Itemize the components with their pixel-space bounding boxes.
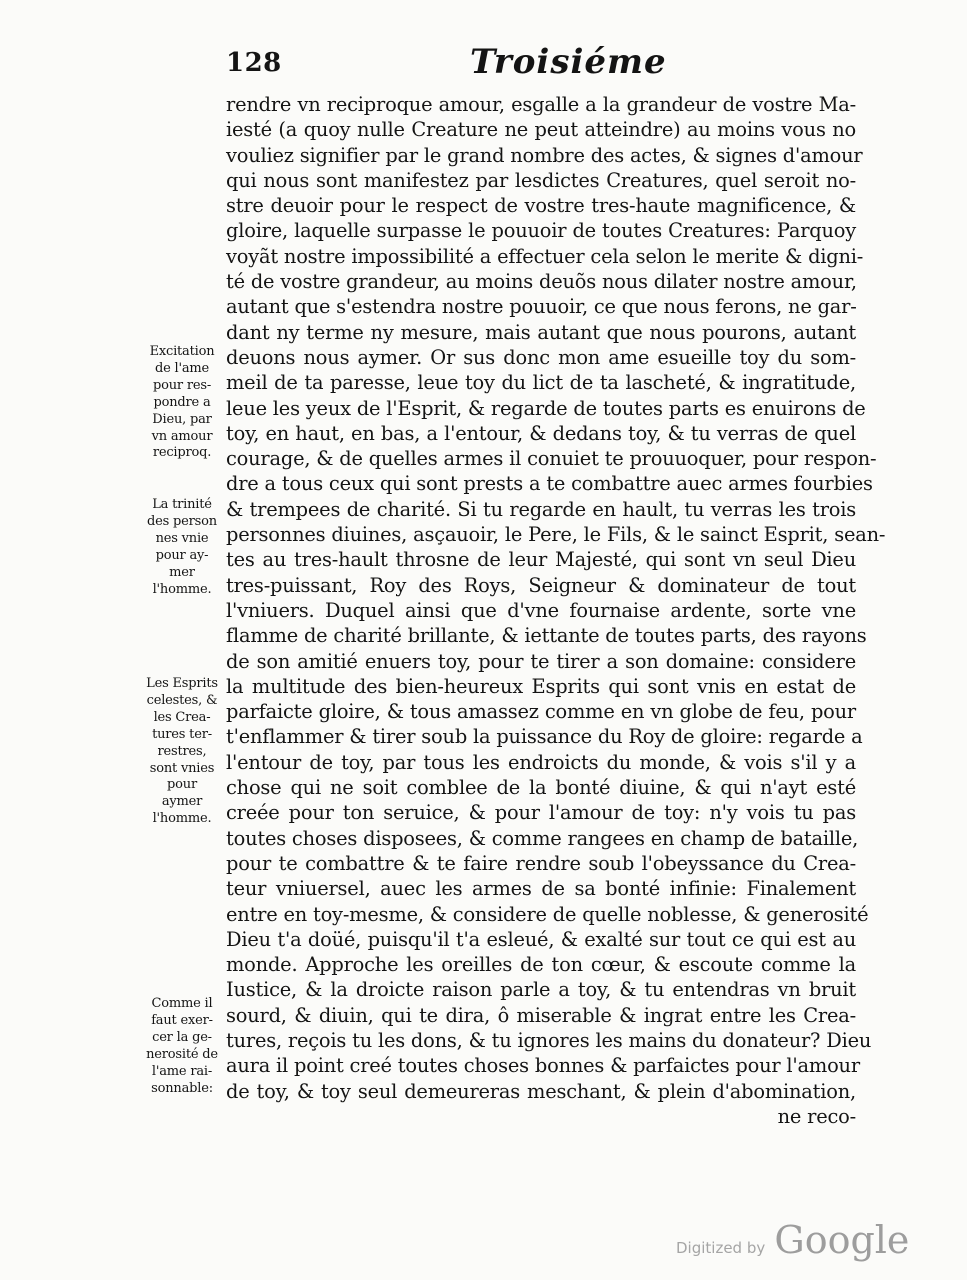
text-line: voyãt nostre impossibilité a effectuer cela selon le merite & digni-	[226, 244, 864, 268]
text-line: tres-puissant, Roy des Roys, Seigneur & dominateur de tout	[226, 573, 856, 597]
margin-note-line: sonnable:	[151, 1080, 213, 1096]
text-line: autant que s'estendra nostre pouuoir, ce que nous ferons, ne gar-	[226, 295, 857, 319]
text-line: stre deuoir pour le respect de vostre tres-haute magnificence, &	[226, 194, 856, 218]
text-line: té de vostre grandeur, au moins deuõs nous dilater nostre amour,	[226, 270, 857, 294]
text-line: dant ny terme ny mesure, mais autant que nous pourons, autant	[226, 320, 856, 344]
text-line: l'vniuers. Duquel ainsi que d'vne fournaise ardente, sorte vne	[226, 598, 856, 622]
text-line: vouliez signifier par le grand nombre des actes, & signes d'amour	[226, 143, 863, 167]
text-line: de son amitié enuers toy, pour te tirer a son domaine: considere	[226, 649, 856, 673]
margin-note-line: restres,	[157, 743, 207, 759]
text-line: t'enflammer & tirer soub la puissance du Roy de gloire: regarde a	[226, 725, 863, 749]
text-line: leue les yeux de l'Esprit, & regarde de toutes parts es enuirons de	[226, 396, 866, 420]
margin-note-line: faut exer-	[151, 1012, 213, 1028]
text-line: sourd, & diuin, qui te dira, ô miserable & ingrat entre les Crea-	[226, 1003, 856, 1027]
margin-note-line: les Crea-	[153, 709, 211, 725]
margin-note-line: pondre a	[153, 394, 211, 410]
margin-note-line: de l'ame	[154, 360, 210, 376]
google-logo: Google	[774, 1218, 910, 1262]
text-line: creée pour ton seruice, & pour l'amour de toy: n'y vois tu pas	[226, 801, 856, 825]
text-line: courage, & de quelles armes il conuiet te prouuoquer, pour respon-	[226, 447, 877, 471]
text-line: gloire, laquelle surpasse le pouuoir de toutes Creatures: Parquoy	[226, 219, 856, 243]
text-line: monde. Approche les oreilles de ton cœur, & escoute comme la	[226, 953, 856, 977]
margin-note-esprits	[140, 676, 224, 828]
text-line: flamme de charité brillante, & iettante de toutes parts, des rayons	[226, 624, 867, 648]
text-line: deuons nous aymer. Or sus donc mon ame esueille toy du som-	[226, 345, 856, 369]
margin-note-line: des person	[147, 513, 217, 529]
text-line: tures, reçois tu les dons, & tu ignores les mains du donateur? Dieu	[226, 1028, 872, 1052]
margin-note-line: reciproq.	[152, 445, 212, 461]
text-line: Iustice, & la droicte raison parle a toy, & tu entendras vn bruit	[226, 978, 856, 1002]
margin-note-line: sont vnies	[149, 760, 215, 776]
body-text	[226, 92, 886, 1129]
text-line: & trempees de charité. Si tu regarde en hault, tu verras les trois	[226, 497, 856, 521]
margin-note-line: Comme il	[151, 996, 213, 1011]
text-line: entre en toy-mesme, & considere de quelle noblesse, & generosité	[226, 902, 869, 926]
text-line: qui nous sont manifestez par lesdictes Creatures, quel seroit no-	[226, 168, 856, 192]
text-line: dre a tous ceux qui sont prests a te combattre auec armes fourbies	[226, 472, 873, 496]
margin-note-line: l'ame rai-	[151, 1063, 213, 1079]
margin-note-line: aymer	[161, 794, 203, 810]
page-number: 128	[226, 48, 282, 78]
running-title: Troisiéme	[470, 42, 667, 82]
margin-note-generosite	[140, 996, 224, 1097]
text-line: rendre vn reciproque amour, esgalle a la grandeur de vostre Ma-	[226, 93, 856, 116]
margin-note-line: vn amour	[151, 428, 213, 444]
margin-note-trinite	[140, 497, 224, 598]
digitized-watermark	[676, 1218, 909, 1262]
text-line: chose qui ne soit comblee de la bonté diuine, & qui n'ayt esté	[226, 776, 856, 800]
margin-note-line: celestes, &	[146, 692, 218, 708]
margin-note-line: l'homme.	[152, 811, 212, 827]
watermark-prefix: Digitized by	[676, 1239, 766, 1257]
text-line: aura il point creé toutes choses bonnes & parfaictes pour l'amour	[226, 1054, 860, 1078]
catchword: ne reco-	[777, 1104, 856, 1128]
text-line: la multitude des bien-heureux Esprits qui sont vnis en estat de	[226, 674, 856, 698]
margin-note-line: Les Esprits	[146, 676, 218, 691]
margin-note-line: nerosité de	[146, 1046, 218, 1062]
text-line: Dieu t'a doüé, puisqu'il t'a esleué, & exalté sur tout ce qui est au	[226, 927, 856, 951]
text-line: iesté (a quoy nulle Creature ne peut atteindre) au moins vous no	[226, 118, 856, 142]
text-line: teur vniuersel, auec les armes de sa bonté infinie: Finalement	[226, 877, 856, 901]
margin-note-line: pour ay-	[155, 547, 209, 563]
margin-note-line: mer	[169, 564, 195, 580]
text-line: personnes diuines, asçauoir, le Pere, le Fils, & le sainct Esprit, sean-	[226, 523, 886, 547]
text-line: pour te combattre & te faire rendre soub l'obeyssance du Crea-	[226, 851, 856, 875]
margin-note-line: l'homme.	[152, 581, 212, 597]
margin-note-line: Dieu, par	[152, 411, 212, 427]
text-line: meil de ta paresse, leue toy du lict de ta lascheté, & ingratitude,	[226, 371, 856, 395]
text-line: l'entour de toy, par tous les endroicts du monde, & vois s'il y a	[226, 750, 856, 774]
text-line: de toy, & toy seul demeureras meschant, & plein d'abomination,	[226, 1079, 856, 1103]
text-line: toy, en haut, en bas, a l'entour, & dedans toy, & tu verras de quel	[226, 421, 856, 445]
margin-note-line: cer la ge-	[152, 1029, 212, 1045]
text-line: tes au tres-hault throsne de leur Majesté, qui sont vn seul Dieu	[226, 548, 856, 572]
margin-note-excitation	[140, 344, 224, 462]
margin-note-line: nes vnie	[155, 530, 209, 546]
margin-note-line: Excitation	[149, 344, 215, 359]
margin-note-line: pour res-	[152, 377, 212, 393]
text-line: toutes choses disposees, & comme rangees en champ de bataille,	[226, 826, 859, 850]
margin-note-line: La trinité	[152, 497, 212, 512]
text-line: parfaicte gloire, & tous amassez comme en vn globe de feu, pour	[226, 700, 856, 724]
margin-note-line: tures ter-	[152, 726, 212, 742]
margin-note-line: pour	[167, 777, 197, 793]
